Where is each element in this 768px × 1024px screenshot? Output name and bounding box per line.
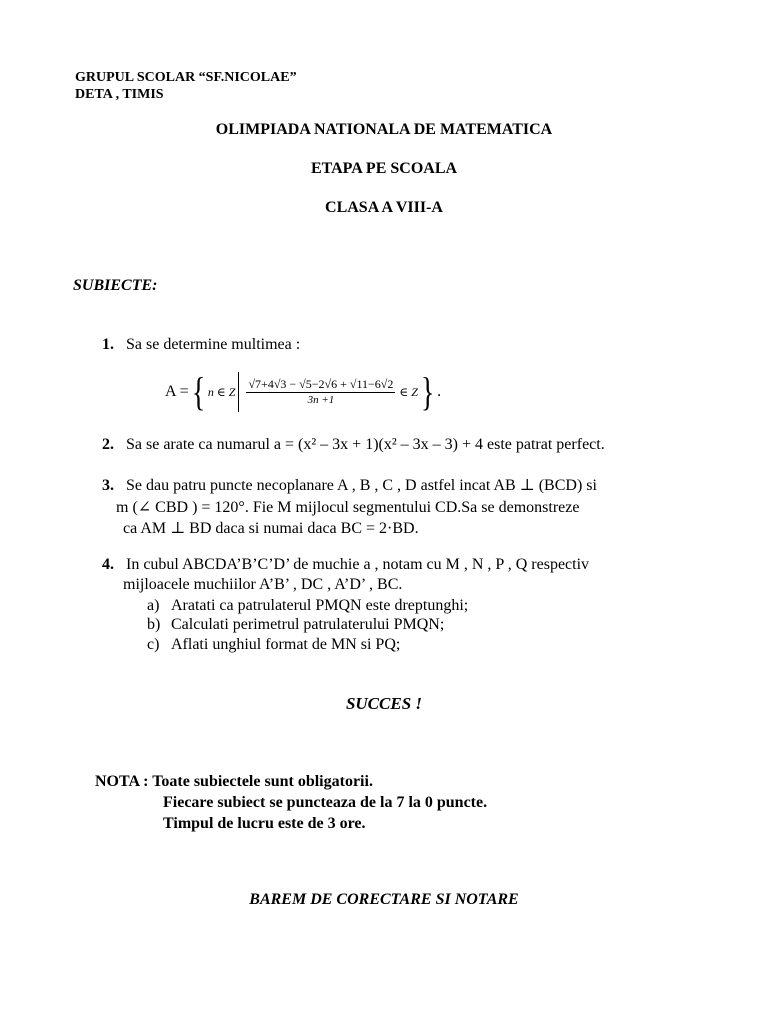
problem-1 [102, 336, 300, 354]
grade-title: CLASA A VIII-A [325, 199, 443, 216]
item-label: b) [147, 616, 161, 633]
right-brace-icon: } [420, 369, 435, 414]
list-item [147, 597, 468, 615]
list-item [147, 616, 444, 634]
problem-3-number: 3. [102, 477, 114, 494]
problem-3-line-3: ca AM ⊥ BD daca si numai daca BC = 2·BD. [123, 520, 419, 537]
success-message: SUCCES ! [345, 694, 423, 713]
problem-1-number: 1. [102, 336, 114, 353]
fraction-denominator: 3n +1 [307, 394, 335, 406]
note-line-2: Fiecare subiect se puncteaza de la 7 la 0 puncte. [163, 794, 488, 811]
set-lhs: A = [165, 383, 189, 400]
stage-title: ETAPA PE SCOALA [310, 160, 458, 177]
list-item [147, 636, 400, 654]
problem-3-line-2: m (∠ CBD ) = 120°. Fie M mijlocul segmentului CD.Sa se demonstreze [116, 499, 580, 516]
item-text: Aratati ca patrulaterul PMQN este dreptunghi; [171, 597, 469, 614]
problem-4 [102, 556, 589, 574]
problem-2-number: 2. [102, 436, 114, 453]
fraction [246, 376, 395, 408]
item-label: c) [147, 636, 160, 653]
school-location: DETA , TIMIS [75, 87, 164, 102]
barem-title: BAREM DE CORECTARE SI NOTARE [249, 891, 519, 908]
problem-2-text: Sa se arate ca numarul a = (x² – 3x + 1)(x² – 3x – 3) + 4 este patrat perfect. [126, 436, 605, 453]
note-line-3: Timpul de lucru este de 3 ore. [163, 815, 366, 832]
problem-1-text: Sa se determine multimea : [126, 336, 301, 353]
problem-4-line-1: In cubul ABCDA’B’C’D’ de muchie a , notam cu M , N , P , Q respectiv [126, 556, 590, 573]
item-text: Aflati unghiul format de MN si PQ; [171, 636, 401, 653]
item-text: Calculati perimetrul patrulaterului PMQN; [171, 616, 445, 633]
left-brace-icon: { [191, 369, 206, 414]
olympiad-title: OLIMPIADA NATIONALA DE MATEMATICA [215, 121, 553, 138]
fraction-numerator: √7+4√3 − √5−2√6 + √11−6√2 [248, 377, 394, 391]
problem-4-line-2: mijloacele muchiilor A’B’ , DC , A’D’ , BC. [123, 576, 403, 593]
set-formula [165, 370, 441, 414]
set-divider [238, 372, 239, 412]
problem-4-number: 4. [102, 556, 114, 573]
set-end: . [437, 383, 442, 400]
set-variable: n ∈ Z [207, 384, 236, 399]
problem-3 [102, 475, 597, 495]
school-name: GRUPUL SCOLAR “SF.NICOLAE” [75, 70, 297, 85]
problem-2 [102, 436, 605, 454]
note-line-1: NOTA : Toate subiectele sunt obligatorii. [95, 773, 373, 790]
item-label: a) [147, 597, 160, 614]
problem-3-line-1: Se dau patru puncte necoplanare A , B , C , D astfel incat AB ⊥ (BCD) si [126, 477, 597, 494]
set-condition: ∈ Z [399, 384, 418, 399]
subjects-heading: SUBIECTE: [73, 277, 158, 294]
